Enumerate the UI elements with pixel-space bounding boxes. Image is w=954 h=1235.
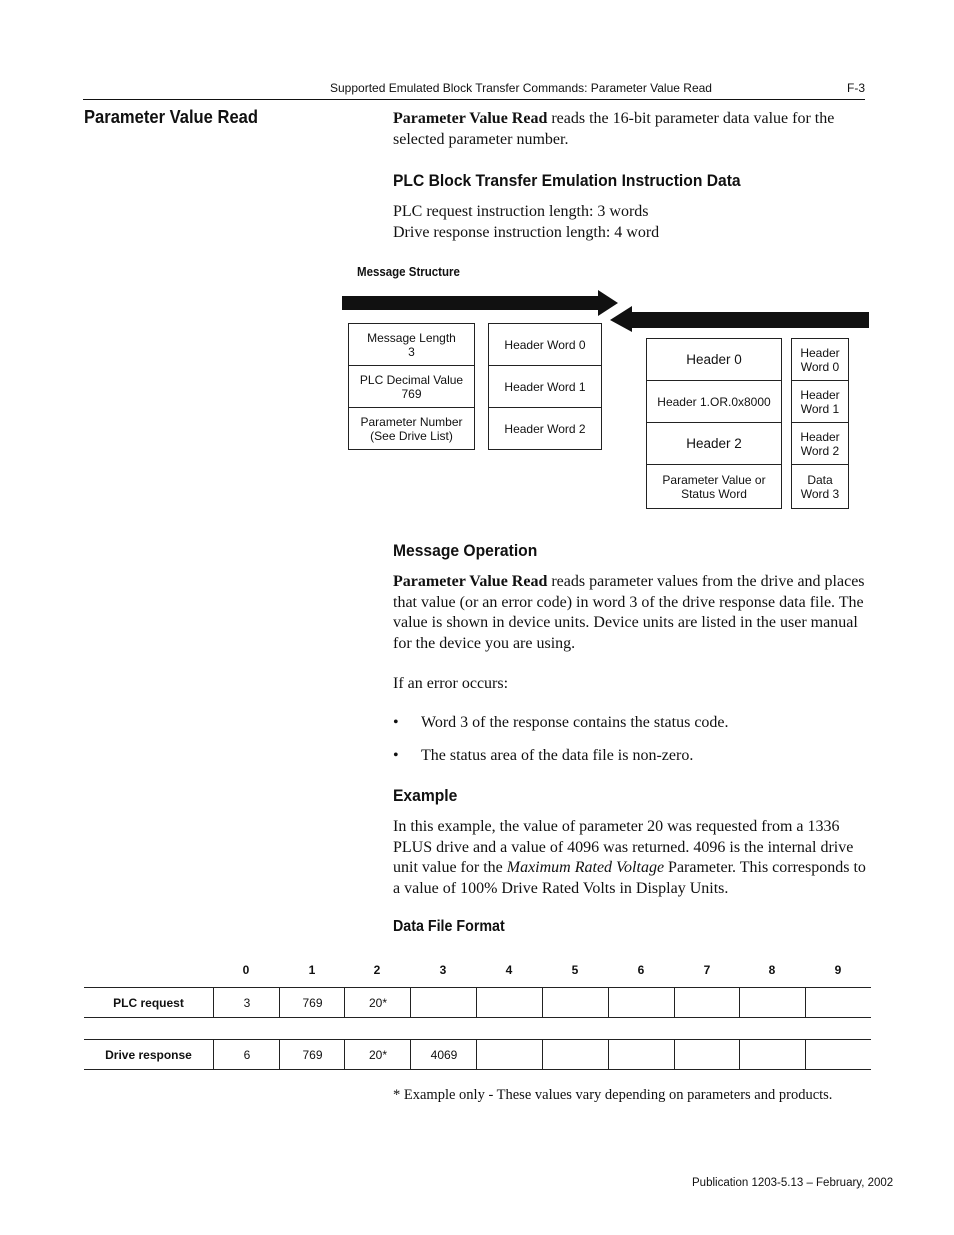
column-header: 8 [768,963,776,977]
table-cell: 769 [279,1040,345,1069]
column-header: 5 [571,963,579,977]
response-arrow [610,306,869,332]
header-2-cell: Header 2 [647,422,781,464]
request-length: PLC request instruction length: 3 words [393,203,649,220]
table-cell [674,1040,740,1069]
table-cell: 4069 [410,1040,477,1069]
section-title: Parameter Value Read [84,107,258,127]
table-cell [542,988,609,1017]
request-header-word-0: Header Word 0 [504,337,586,352]
table-cell [674,988,740,1017]
plc-heading: PLC Block Transfer Emulation Instruction Data [393,171,741,190]
table-cell: 3 [213,988,280,1017]
bullet-text: The status area of the data file is non-zero. [421,747,694,764]
operation-heading: Message Operation [393,541,538,560]
response-length: Drive response instruction length: 4 word [393,224,660,241]
column-header: 0 [242,963,250,977]
operation-paragraph [393,572,871,654]
plc-decimal-value-cell: PLC Decimal Value 769 [349,365,474,407]
table-cell [476,988,543,1017]
example-italic: Maximum Rated Voltage [506,859,665,876]
message-structure-title: Message Structure [357,265,460,279]
running-head: Supported Emulated Block Transfer Commands: Parameter Value Read [330,81,712,95]
example-paragraph [393,817,871,899]
header-0-cell: Header 0 [686,351,742,367]
request-header-word-1: Header Word 1 [489,365,601,407]
parameter-value-cell: Parameter Value or Status Word [647,464,781,508]
table-cell [805,1040,872,1069]
column-header: 7 [703,963,711,977]
example-text-1: In this example, the value of parameter 20 was requested from a 1336 PLUS drive and a value of 4096 was returned. 4096 is the internal drive unit value for the [393,818,854,876]
table-cell: 20* [344,1040,411,1069]
page-number: F-3 [847,81,865,95]
bullet-text: Word 3 of the response contains the status code. [421,714,729,731]
table-cell: 20* [344,988,411,1017]
intro-paragraph [393,109,871,150]
example-text-2: Parameter. This corresponds to a value of 100% Drive Rated Volts in Display Units. [393,859,866,897]
message-length-cell: Message Length 3 [367,330,456,359]
intro-text: reads the 16-bit parameter data value for the selected parameter number. [393,110,835,148]
column-header: 2 [373,963,381,977]
table-cell: 6 [213,1040,280,1069]
table-cell [608,988,675,1017]
table-cell: 769 [279,988,345,1017]
request-header-word-2: Header Word 2 [489,407,601,449]
parameter-number-cell: Parameter Number (See Drive List) [349,407,474,449]
table-cell [410,988,477,1017]
intro-bold: Parameter Value Read [393,110,548,127]
table-cell [739,988,806,1017]
table-cell [739,1040,806,1069]
column-header: 3 [439,963,447,977]
header-1-cell: Header 1.OR.0x8000 [647,380,781,422]
request-arrow [342,290,618,316]
row-label: PLC request [113,995,184,1010]
response-header-word-1: Header Word 1 [792,380,848,422]
response-data-box [646,338,782,509]
publication-footer: Publication 1203-5.13 – February, 2002 [692,1177,894,1189]
error-intro: If an error occurs: [393,675,509,692]
response-header-word-2: Header Word 2 [792,422,848,464]
footnote: * Example only - These values vary depending on parameters and products. [393,1087,833,1103]
table-cell [542,1040,609,1069]
table-cell [476,1040,543,1069]
column-header: 1 [308,963,316,977]
example-heading: Example [393,786,458,805]
row-label: Drive response [105,1047,192,1062]
operation-bold: Parameter Value Read [393,573,548,590]
bullet-dot: • [393,747,399,764]
table-cell [608,1040,675,1069]
header-rule [83,99,865,100]
request-data-box [348,323,475,450]
column-header: 9 [834,963,842,977]
request-words-box [488,323,602,450]
response-header-word-0: Header Word 0 [800,345,840,374]
column-headers [0,963,954,981]
bullet-dot: • [393,714,399,731]
table-cell [805,988,872,1017]
column-header: 4 [505,963,513,977]
response-words-box [791,338,849,509]
table-row [84,987,871,1018]
column-header: 6 [637,963,645,977]
response-data-word-3: Data Word 3 [792,464,848,508]
data-file-heading: Data File Format [393,918,505,935]
table-row [84,1039,871,1070]
operation-text: reads parameter values from the drive and places that value (or an error code) in word 3 of the drive response data file. The value is shown in device units. Device units are listed in the user manual for the device you are using. [393,573,865,652]
